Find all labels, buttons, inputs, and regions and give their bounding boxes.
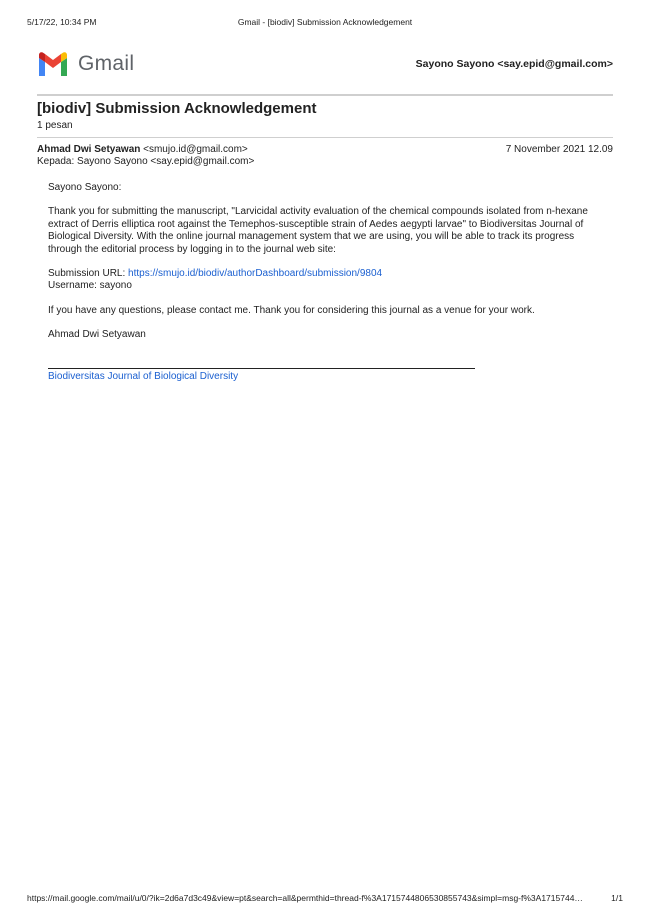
recipient-line: Kepada: Sayono Sayono <say.epid@gmail.com>: [37, 156, 255, 167]
subject-divider: [37, 137, 613, 138]
message-body: [48, 182, 608, 383]
thread-subject: [biodiv] Submission Acknowledgement: [37, 100, 317, 117]
gmail-logo: [37, 48, 147, 80]
print-header: [0, 0, 650, 42]
sender-line: [37, 144, 248, 155]
page-number: 1/1: [611, 893, 623, 903]
greeting: Sayono Sayono:: [48, 182, 122, 193]
print-title: Gmail - [biodiv] Submission Acknowledgement: [237, 17, 413, 27]
message-count: 1 pesan: [37, 120, 73, 131]
sender-email: <smujo.id@gmail.com>: [143, 144, 248, 155]
body-paragraph-1: Thank you for submitting the manuscript, "Larvicidal activity evaluation of the chemical compounds isolated from n-hexane extract of Derris elliptica root against the Temephos-susceptible strain of Aedes aegypti larvae" to Biodiversitas Journal of Biological Diversity. With the online journal management system that we are using, you will be able to track its progress through the editorial process by logging in to the journal web site:: [48, 206, 588, 255]
body-paragraph-2: If you have any questions, please contact me. Thank you for considering this journal as a venue for your work.: [48, 304, 535, 316]
gmail-wordmark: Gmail: [78, 52, 135, 75]
print-url: https://mail.google.com/mail/u/0/?ik=2d6a7d3c49&view=pt&search=all&permthid=thread-f%3A1715744806530855743&simpl=msg-f%3A1715744…: [27, 893, 583, 903]
message-date: 7 November 2021 12.09: [505, 144, 613, 155]
print-footer: [0, 893, 650, 909]
gmail-header: [37, 48, 613, 88]
journal-link[interactable]: Biodiversitas Journal of Biological Diversity: [48, 370, 239, 382]
submission-url-label: Submission URL:: [48, 268, 126, 280]
signature: Ahmad Dwi Setyawan: [48, 329, 146, 341]
gmail-m-icon: [37, 52, 69, 76]
submission-details: [48, 268, 608, 293]
print-datetime: 5/17/22, 10:34 PM: [27, 17, 97, 27]
account-name: Sayono Sayono <say.epid@gmail.com>: [415, 58, 613, 70]
sender-name: Ahmad Dwi Setyawan: [37, 144, 141, 155]
submission-url-link[interactable]: https://smujo.id/biodiv/authorDashboard/submission/9804: [128, 268, 383, 280]
signature-divider: [48, 368, 475, 369]
header-divider: [37, 94, 613, 96]
username-line: Username: sayono: [48, 280, 132, 292]
